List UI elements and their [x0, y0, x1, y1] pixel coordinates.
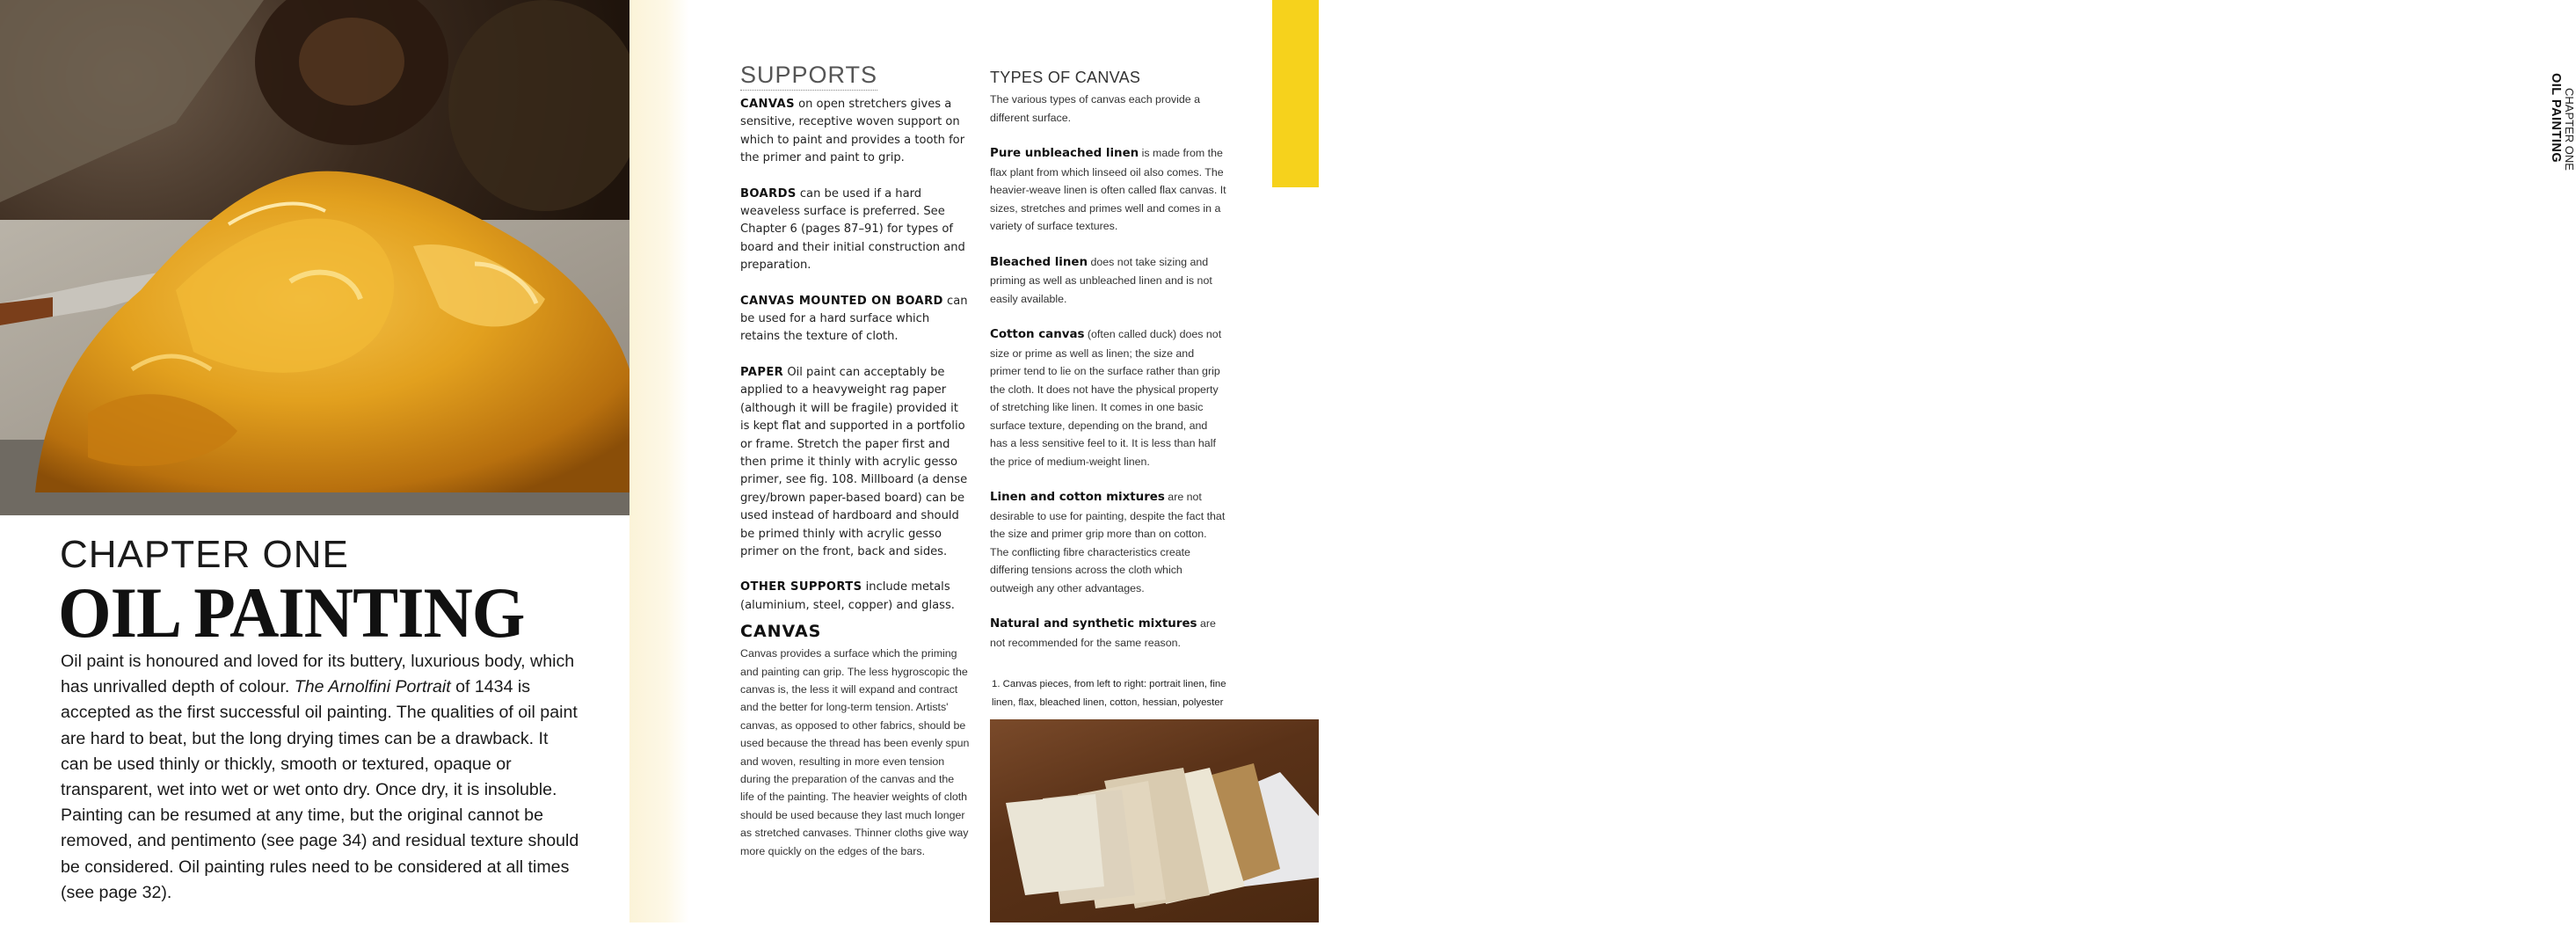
types-intro: The various types of canvas each provide a different surface.	[990, 93, 1200, 124]
supports-paper-para	[740, 364, 971, 561]
lead-term: BOARDS	[740, 186, 797, 201]
supports-other-para	[740, 579, 971, 615]
para-text: can be used if a hard weaveless surface is preferred. See Chapter 6 (pages 87–91) for types of board and their initial construction and preparation.	[740, 186, 965, 273]
figure-caption: 1. Canvas pieces, from left to right: portrait linen, fine linen, flax, bleached linen, cotton, hessian, polyester	[992, 679, 1226, 708]
types-pure-para	[990, 144, 1227, 236]
lead-term: Bleached linen	[990, 255, 1088, 269]
para-text: is made from the flax plant from which linseed oil also comes. The heavier-weave linen is often called flax canvas. It sizes, stretches and primes well and comes in a variety of surface textures.	[990, 147, 1226, 232]
types-bleached-para	[990, 253, 1227, 309]
para-text: on open stretchers gives a sensitive, receptive woven support on which to paint and provides a tooth for the primer and paint to grip.	[740, 98, 965, 165]
book-gutter	[629, 0, 689, 922]
lead-term: OTHER SUPPORTS	[740, 580, 862, 594]
lead-term: Cotton canvas	[990, 328, 1085, 341]
lead-term: Natural and synthetic mixtures	[990, 617, 1197, 631]
supports-mounted-para	[740, 293, 971, 346]
chapter-kicker: CHAPTER ONE	[60, 533, 349, 576]
supports-column	[740, 62, 971, 860]
lead-term: CANVAS	[740, 98, 795, 111]
canvas-text: Canvas provides a surface which the priming and painting can grip. The less hygroscopic the canvas is, the less it will expand and contract and the better for long-term tension. Artists' canvas, as opposed to other fabrics, should be used because the thread has been evenly spun and woven, resulting in more even tension during the preparation of the canvas and the life of the painting. The heavier weights of cloth should be used because they last much longer as stretched canvases. Thinner cloths give way more quickly on the edges of the bars.	[740, 647, 970, 857]
types-natural-para	[990, 615, 1227, 652]
para-text: include metals (aluminium, steel, copper) and glass.	[740, 580, 955, 612]
types-cotton-para	[990, 325, 1227, 470]
lead-term: Pure unbleached linen	[990, 147, 1139, 160]
para-text: are not recommended for the same reason.	[990, 617, 1216, 649]
supports-boards-para	[740, 186, 971, 275]
para-text: (often called duck) does not size or prime as well as linen; the size and primer tend to lie on the surface rather than grip the cloth. It does not have the physical property of stretching like linen. It comes in one basic surface texture, depending on the brand, and has a less sensitive feel to it. It is less than half the price of medium-weight linen.	[990, 328, 1222, 468]
intro-italic: The Arnolfini Portrait	[294, 677, 451, 697]
intro-text-2: of 1434 is accepted as the first successful oil painting. The qualities of oil paint are hard to beat, but the long drying times can be a drawback. It can be used thinly or thickly, smooth or textured, opaque or transparent, wet into wet or wet onto dry. Once dry, it is insoluble. Painting can be resumed at any time, but the original cannot be removed, and pentimento (see page 34) and residual texture should be considered. Oil painting rules need to be considered at all times (see page 32).	[61, 677, 579, 902]
para-text: does not take sizing and priming as well as unbleached linen and is not easily available.	[990, 255, 1212, 305]
left-page	[0, 0, 629, 922]
canvas-pieces-photo	[990, 719, 1319, 922]
tab-title: OIL PAINTING	[2549, 73, 2563, 164]
supports-canvas-para	[740, 96, 971, 168]
chapter-tab-text	[1272, 0, 2576, 187]
intro-text-1: Oil paint is honoured and loved for its buttery, luxurious body, which has unrivalled depth of colour.	[61, 652, 575, 697]
canvas-heading: CANVAS	[740, 622, 822, 642]
para-text: are not desirable to use for painting, despite the fact that the size and primer grip more than on cotton. The conflicting fibre characteristics create differing tensions across the cloth which outweigh any other advantages.	[990, 491, 1226, 594]
tab-kicker: CHAPTER ONE	[2563, 88, 2576, 171]
para-text: Oil paint can acceptably be applied to a heavyweight rag paper (although it will be fragile) provided it is kept flat and supported in a portfolio or frame. Stretch the paper first and then prime it thinly with acrylic gesso primer, see fig. 108. Millboard (a dense grey/brown paper-based board) can be used instead of hardboard and should be primed thinly with acrylic gesso primer on the front, back and sides.	[740, 365, 968, 558]
supports-heading: SUPPORTS	[740, 62, 877, 91]
types-column	[990, 69, 1227, 669]
para-text: can be used for a hard surface which retains the texture of cloth.	[740, 294, 968, 344]
oil-paint-photo	[0, 0, 629, 515]
types-mix-para	[990, 488, 1227, 597]
chapter-title: OIL PAINTING	[58, 572, 525, 653]
lead-term: CANVAS MOUNTED ON BOARD	[740, 294, 943, 308]
lead-term: Linen and cotton mixtures	[990, 491, 1165, 504]
lead-term: PAPER	[740, 365, 784, 379]
types-heading: TYPES OF CANVAS	[990, 69, 1141, 86]
chapter-intro	[61, 649, 579, 906]
